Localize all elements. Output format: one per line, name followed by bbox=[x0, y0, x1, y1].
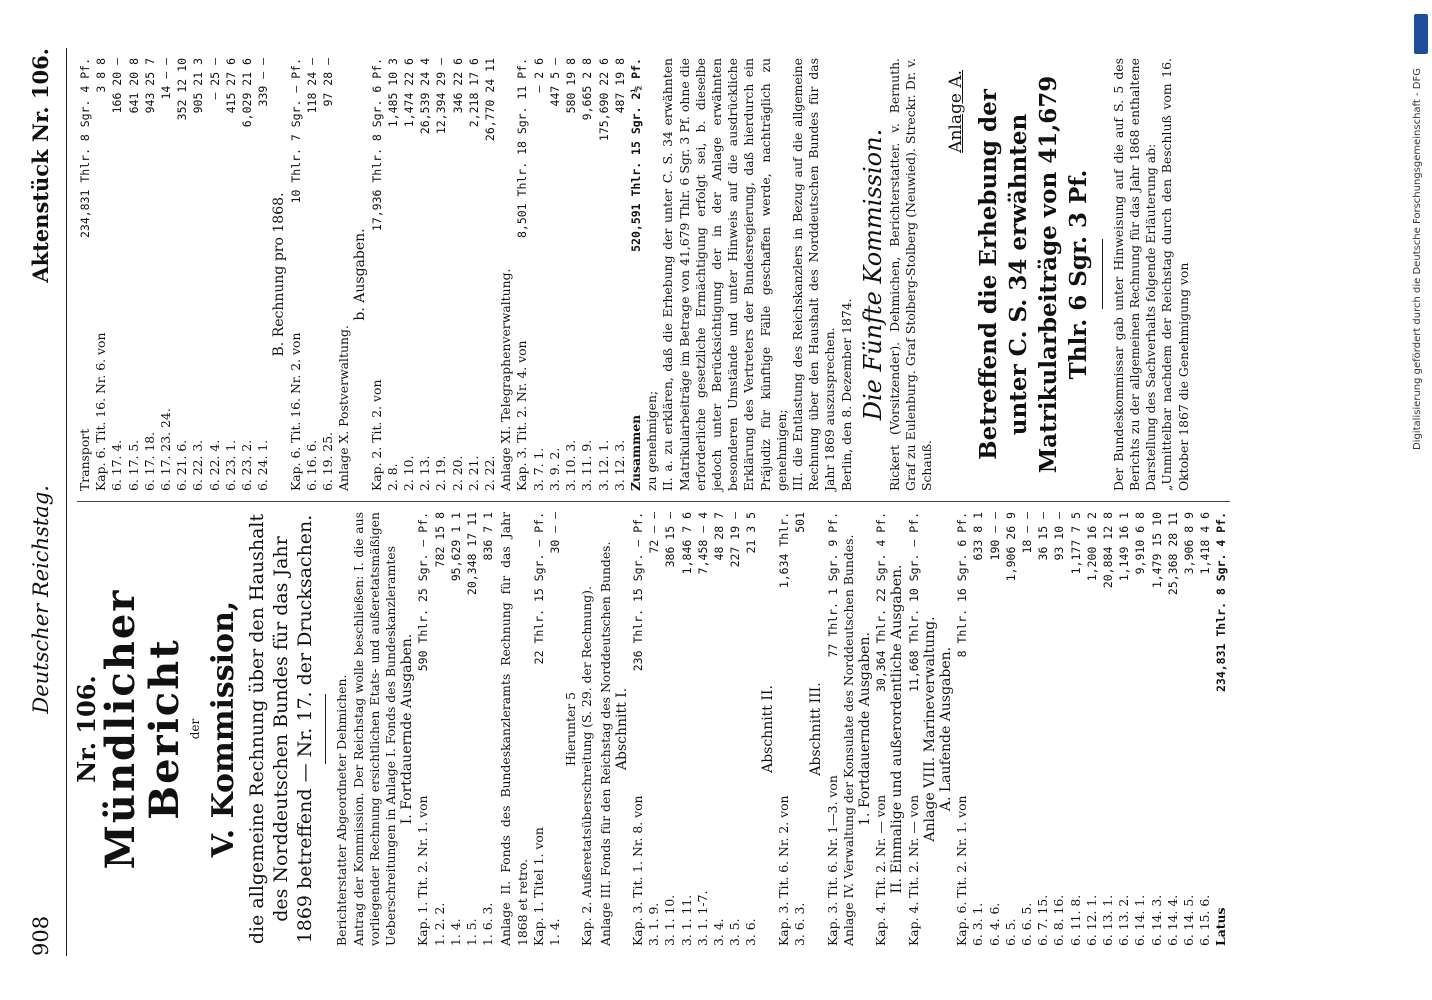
table-row bbox=[433, 58, 449, 491]
row-value: 415 27 6 bbox=[223, 58, 238, 114]
row-label: 6. 23. 1. bbox=[222, 439, 238, 491]
row-value: 633 8 1 bbox=[971, 512, 986, 561]
table-row bbox=[174, 58, 190, 491]
table-row bbox=[825, 512, 841, 946]
row-value: 352 12 10 bbox=[175, 58, 190, 121]
dfg-logo bbox=[1414, 14, 1428, 54]
latus-row bbox=[1213, 512, 1229, 946]
row-label: 6. 22. 4. bbox=[206, 439, 222, 491]
row-value: 190 — — bbox=[987, 512, 1002, 561]
row-label: Kap. 6. Tit. 16. Nr. 2. von bbox=[287, 332, 303, 491]
row-label: 1. 4. bbox=[447, 918, 463, 946]
table-row bbox=[320, 58, 336, 491]
row-label: Kap. 1. Tit. 2. Nr. 1. von bbox=[415, 795, 431, 946]
row-label: 1. 5. bbox=[464, 918, 480, 946]
table-row bbox=[579, 58, 595, 491]
row-value: 30 — — bbox=[548, 512, 563, 554]
table-row bbox=[1116, 512, 1132, 946]
table-row bbox=[906, 512, 922, 946]
row-label: 6. 11. 8. bbox=[1067, 894, 1083, 946]
row-label: Transport bbox=[77, 428, 92, 491]
row-label: 6. 15. 6. bbox=[1197, 894, 1213, 946]
table-block bbox=[415, 512, 496, 946]
row-label: 6. 14. 5. bbox=[1180, 894, 1196, 946]
row-value: — 25 — bbox=[207, 58, 222, 100]
table-row bbox=[970, 512, 986, 946]
row-value: 3 8 8 bbox=[94, 58, 109, 93]
row-label: 3. 12. 3. bbox=[611, 439, 627, 491]
row-label: Kap. 6. Tit. 2. Nr. 1. von bbox=[954, 795, 970, 946]
table-row bbox=[1003, 512, 1019, 946]
row-value: 782 15 8 bbox=[432, 512, 447, 568]
table-row bbox=[1019, 512, 1035, 946]
row-value: 18 — — bbox=[1019, 512, 1034, 554]
table-row bbox=[531, 58, 547, 491]
table-row bbox=[563, 58, 579, 491]
row-label: 6. 6. 5. bbox=[1018, 902, 1034, 946]
zusammen-row bbox=[628, 58, 644, 491]
row-label: Kap. 3. Tit. 1. Nr. 8. von bbox=[630, 795, 646, 946]
table-row bbox=[1165, 512, 1181, 946]
right-column bbox=[77, 48, 1230, 502]
row-value: 1,177 7 5 bbox=[1068, 512, 1083, 575]
row-label: Kap. 3. Tit. 2. Nr. 4. von bbox=[514, 340, 530, 491]
berichterstatter: Berichterstatter Abgeordneter Dehmichen. bbox=[334, 674, 350, 946]
zusammen-value: 520,591 Thlr. 15 Sgr. 2½ Pf. bbox=[628, 58, 643, 252]
anlage-heading: Anlage III. Fonds für den Reichstag des Norddeutschen Bundes. bbox=[597, 541, 613, 946]
row-label: 6. 4. 6. bbox=[986, 902, 1002, 946]
table-row bbox=[401, 58, 417, 491]
dfg-stamp-text: Digitalisierung gefördert durch die Deutsche Forschungsgemeinschaft - DFG bbox=[1412, 68, 1423, 451]
table-row bbox=[304, 58, 320, 491]
row-label: 6. 14. 4. bbox=[1164, 894, 1180, 946]
row-value: 175,690 22 6 bbox=[596, 58, 611, 142]
row-label: 6. 13. 2. bbox=[1116, 894, 1132, 946]
section-heading: B. Rechnung pro 1868. bbox=[271, 192, 288, 357]
latus-value: 234,831 Thlr. 8 Sgr. 4 Pf. bbox=[1214, 512, 1229, 693]
row-value: 93 10 — bbox=[1052, 512, 1067, 561]
row-value: 386 15 — bbox=[663, 512, 678, 568]
table-row bbox=[727, 512, 743, 946]
row-label: 3. 7. 1. bbox=[530, 447, 546, 491]
row-label: 6. 24. 1. bbox=[255, 439, 271, 491]
row-value: — 2 6 bbox=[531, 58, 546, 93]
left-column bbox=[72, 502, 1230, 956]
table-row bbox=[1051, 512, 1067, 946]
table-row bbox=[776, 512, 792, 946]
paragraph: III. die Entlastung des Reichskanzlers in Bezug auf die allgemeine Rechnung über den Haushalt des Norddeutschen Bundes für das Jahr 1869 auszusprechen. bbox=[789, 58, 838, 491]
section-heading: Abschnitt II. bbox=[759, 685, 776, 773]
row-label: 6. 17. 4. bbox=[109, 439, 125, 491]
row-value: 26,770 24 11 bbox=[483, 58, 498, 142]
document-label: Aktenstück Nr. 106. bbox=[28, 48, 53, 283]
table-row bbox=[77, 58, 93, 491]
row-label: 2. 21. bbox=[465, 455, 481, 491]
row-value: 339 — — bbox=[256, 58, 271, 107]
anlage-heading: Anlage VIII. Marineverwaltung. bbox=[921, 616, 938, 842]
table-row bbox=[482, 58, 498, 491]
commission-title: V. Kommission, bbox=[206, 600, 242, 858]
row-value: 836 7 1 bbox=[481, 512, 496, 561]
row-label: 1. 2. 2. bbox=[431, 902, 447, 946]
row-label: 6. 17. 5. bbox=[125, 439, 141, 491]
table-block bbox=[531, 512, 563, 946]
table-row bbox=[1035, 512, 1051, 946]
anlage-heading: Anlage X. Postverwaltung. bbox=[336, 325, 352, 491]
table-row bbox=[109, 58, 125, 491]
row-value: 118 24 — bbox=[304, 58, 319, 114]
paragraph: „Unmittelbar nachdem der Reichstag durch den Beschluß vom 16. Oktober 1867 die Genehmigung von bbox=[1159, 58, 1191, 491]
row-label: 6. 14. 3. bbox=[1148, 894, 1164, 946]
row-value: 943 25 7 bbox=[142, 58, 157, 114]
table-row bbox=[547, 512, 563, 946]
row-value: 9,910 6 8 bbox=[1133, 512, 1148, 575]
row-value: 1,479 15 10 bbox=[1149, 512, 1164, 589]
row-label: 3. 10. 3. bbox=[563, 439, 579, 491]
row-label: 2. 20. bbox=[449, 455, 465, 491]
row-label: Kap. 6. Tit. 16. Nr. 6. von bbox=[93, 332, 109, 491]
row-label: 6. 22. 3. bbox=[190, 439, 206, 491]
row-label: 3. 6. bbox=[743, 918, 759, 946]
section-heading: b. Ausgaben. bbox=[352, 228, 369, 321]
table-row bbox=[369, 58, 385, 491]
anlage-heading: Anlage II. Fonds des Bundeskanzleramts Rechnung für das Jahr 1868 et retro. bbox=[498, 512, 530, 946]
row-label: 6. 5. bbox=[1002, 918, 1018, 946]
row-label: 3. 1. 9. bbox=[646, 902, 662, 946]
table-row bbox=[630, 512, 646, 946]
row-label: Kap. 3. Tit. 6. Nr. 1—3. von bbox=[824, 775, 840, 946]
betreffend-title: Betreffend die Erhebung der unter C. S. 34 erwähnten Matrikularbeiträge von 41,679 Thlr. 6 Sgr. 3 Pf. bbox=[974, 75, 1092, 474]
row-value: 1,474 22 6 bbox=[402, 58, 417, 128]
table-row bbox=[954, 512, 970, 946]
paragraph: zu genehmigen; bbox=[644, 390, 660, 491]
page-number: 908 bbox=[29, 915, 53, 956]
table-block bbox=[776, 512, 808, 946]
row-label: 6. 23. 2. bbox=[239, 439, 255, 491]
table-block bbox=[288, 58, 337, 491]
table-row bbox=[1149, 512, 1165, 946]
table-row bbox=[480, 512, 496, 946]
row-label: 3. 12. 1. bbox=[595, 439, 611, 491]
running-header bbox=[28, 48, 67, 956]
row-label: 6. 7. 15. bbox=[1035, 894, 1051, 946]
row-value: 1,846 7 6 bbox=[679, 512, 694, 575]
latus-label: Latus bbox=[1213, 907, 1229, 946]
table-row bbox=[1197, 512, 1213, 946]
row-value: 72 — — bbox=[647, 512, 662, 554]
anlage-heading: Anlage XI. Telegraphenverwaltung. bbox=[498, 268, 514, 491]
note: Kap. 2. Außeretatsüberschreitung (S. 29. der Rechnung). bbox=[579, 586, 595, 946]
row-label: 2. 10. bbox=[401, 455, 417, 491]
row-label: 6. 12. 1. bbox=[1083, 894, 1099, 946]
row-value: 6,029 21 6 bbox=[240, 58, 255, 128]
row-label: 6. 17. 23. 24. bbox=[158, 408, 174, 491]
row-label: 3. 1. 10. bbox=[662, 894, 678, 946]
section-heading: 1. Fortdauernde Ausgaben. bbox=[856, 632, 873, 826]
row-value: 20,884 12 8 bbox=[1100, 512, 1115, 589]
table-row bbox=[466, 58, 482, 491]
row-label: 3. 4. bbox=[711, 918, 727, 946]
table-row bbox=[207, 58, 223, 491]
rotated-page bbox=[18, 22, 1408, 982]
dfg-stamp bbox=[1408, 8, 1430, 748]
row-label: 6. 21. 6. bbox=[174, 439, 190, 491]
row-label: 2. 19. bbox=[433, 455, 449, 491]
row-value: 2,218 17 6 bbox=[466, 58, 481, 128]
table-row bbox=[1100, 512, 1116, 946]
row-label: 6. 17. 18. bbox=[141, 431, 157, 491]
row-label: 6. 19. 25. bbox=[320, 431, 336, 491]
table-row bbox=[415, 512, 431, 946]
anlage-heading: Anlage IV. Verwaltung der Konsulate des Norddeutschen Bundes. bbox=[840, 534, 856, 946]
row-value: 1,149 16 1 bbox=[1117, 512, 1132, 582]
row-value: 36 15 — bbox=[1036, 512, 1051, 561]
table-row bbox=[223, 58, 239, 491]
row-value: 97 28 — bbox=[321, 58, 336, 107]
table-row bbox=[448, 512, 464, 946]
row-value: 236 Thlr. 15 Sgr. — Pf. bbox=[631, 512, 646, 672]
zusammen-label: Zusammen bbox=[627, 414, 643, 491]
table-block bbox=[873, 512, 889, 946]
table-row bbox=[417, 58, 433, 491]
table-row bbox=[547, 58, 563, 491]
table-row bbox=[450, 58, 466, 491]
table-row bbox=[514, 58, 530, 491]
table-row bbox=[679, 512, 695, 946]
row-value: 1,200 16 2 bbox=[1084, 512, 1099, 582]
table-block bbox=[77, 58, 271, 491]
row-value: 166 20 — bbox=[110, 58, 125, 114]
row-value: 3,906 8 9 bbox=[1181, 512, 1196, 575]
row-value: 26,539 24 4 bbox=[418, 58, 433, 135]
row-label: Kap. 4. Tit. 2. Nr. — von bbox=[905, 794, 921, 946]
section-heading: Abschnitt III. bbox=[808, 682, 825, 776]
row-value: 95,629 1 1 bbox=[448, 512, 463, 582]
table-row bbox=[255, 58, 271, 491]
row-label: 1. 4. bbox=[547, 918, 563, 946]
row-value: 22 Thlr. 15 Sgr. — Pf. bbox=[531, 512, 546, 665]
row-label: 6. 16. 6. bbox=[303, 439, 319, 491]
row-value: 8 Thlr. 16 Sgr. 6 Pf. bbox=[955, 512, 970, 658]
table-row bbox=[873, 512, 889, 946]
row-label: 1. 6. 3. bbox=[480, 902, 496, 946]
row-value: 590 Thlr. 25 Sgr. — Pf. bbox=[416, 512, 431, 672]
row-value: 447 5 — bbox=[547, 58, 562, 107]
row-value: 905 21 3 bbox=[191, 58, 206, 114]
note: Hierunter 5 bbox=[563, 691, 579, 767]
table-row bbox=[288, 58, 304, 491]
row-label: 3. 6. 3. bbox=[792, 902, 808, 946]
table-row bbox=[93, 58, 109, 491]
table-row bbox=[126, 58, 142, 491]
doc-number: Nr. 106. bbox=[72, 675, 101, 783]
date-line: Berlin, den 8. Dezember 1874. bbox=[838, 298, 854, 491]
table-row bbox=[711, 512, 727, 946]
row-label: Kap. 3. Tit. 6. Nr. 2. von bbox=[775, 795, 791, 946]
table-block bbox=[369, 58, 499, 491]
row-value: 9,665 2 8 bbox=[580, 58, 595, 121]
anlage-a-heading: Anlage A. bbox=[945, 70, 966, 153]
row-value: 10 Thlr. 7 Sgr. — Pf. bbox=[288, 58, 303, 204]
row-label: 6. 8. 16. bbox=[1051, 894, 1067, 946]
row-value: 77 Thlr. 1 Sgr. 9 Pf. bbox=[825, 512, 840, 658]
row-value: 580 19 8 bbox=[564, 58, 579, 114]
row-value: 17,936 Thlr. 8 Sgr. 6 Pf. bbox=[369, 58, 384, 232]
table-row bbox=[792, 512, 808, 946]
row-label: Kap. 2. Tit. 2. von bbox=[368, 379, 384, 491]
table-block bbox=[906, 512, 922, 946]
table-row bbox=[987, 512, 1003, 946]
table-row bbox=[142, 58, 158, 491]
row-label: 2. 13. bbox=[417, 455, 433, 491]
row-label: 3. 1. 1-7. bbox=[694, 890, 710, 946]
table-row bbox=[662, 512, 678, 946]
row-label: 2. 8. bbox=[384, 463, 400, 491]
divider bbox=[325, 694, 326, 764]
row-label: 3. 5. bbox=[727, 918, 743, 946]
row-value: 501 bbox=[793, 512, 808, 533]
row-value: 21 3 5 bbox=[744, 512, 759, 554]
row-value: 7,458 — 4 bbox=[695, 512, 710, 575]
row-value: 20,348 17 11 bbox=[465, 512, 480, 596]
table-row bbox=[1181, 512, 1197, 946]
row-value: 25,368 28 11 bbox=[1165, 512, 1180, 596]
row-value: 12,394 29 — bbox=[434, 58, 449, 135]
row-value: 487 19 8 bbox=[612, 58, 627, 114]
table-row bbox=[385, 58, 401, 491]
row-value: 346 22 6 bbox=[450, 58, 465, 114]
members-list: Rickert (Vorsitzender). Dehmichen, Berichterstatter. v. Bernuth. Graf zu Eulenburg. Graf Stolberg-Stolberg (Neuwied). Streckr. Dr. v. Schauß. bbox=[886, 58, 935, 491]
row-value: 234,831 Thlr. 8 Sgr. 4 Pf. bbox=[78, 58, 92, 239]
paragraph: Der Bundeskommissar gab unter Hinweisung auf die auf S. 5 des Berichts zu der allgemeinen Rechnung für das Jahr 1868 enthaltene Darstellung des Sachverhalts folgende Erläuterung ab: bbox=[1110, 58, 1159, 491]
row-label: 3. 9. 2. bbox=[546, 447, 562, 491]
table-row bbox=[1068, 512, 1084, 946]
table-block bbox=[514, 58, 627, 491]
table-row bbox=[646, 512, 662, 946]
row-label: Kap. 4. Tit. 2. Nr. — von bbox=[873, 794, 889, 946]
table-row bbox=[1132, 512, 1148, 946]
table-row bbox=[464, 512, 480, 946]
report-title: Mündlicher Bericht bbox=[97, 588, 189, 870]
section-heading: Abschnitt I. bbox=[613, 687, 630, 771]
table-row bbox=[596, 58, 612, 491]
row-label: 6. 14. 1. bbox=[1132, 894, 1148, 946]
running-title: Deutscher Reichstag. bbox=[29, 485, 53, 714]
table-row bbox=[612, 58, 628, 491]
row-value: 641 20 8 bbox=[126, 58, 141, 114]
row-label: 3. 1. 11. bbox=[678, 894, 694, 946]
table-row bbox=[239, 58, 255, 491]
table-row bbox=[432, 512, 448, 946]
row-value: 48 28 7 bbox=[712, 512, 727, 561]
report-subtitle: die allgemeine Rechnung über den Haushalt des Norddeutschen Bundes für das Jahr 1869 betreffend — Nr. 17. der Drucksachen. bbox=[246, 513, 317, 945]
antrag: Antrag der Kommission. Der Reichstag wolle beschließen: I. die aus vorliegender Rechnung ersichtlichen Etats- und außeretatsmäßigen Ueberschreitungen in Anlage I. Fonds des Bundeskanzleramtes bbox=[350, 512, 399, 946]
table-block bbox=[630, 512, 760, 946]
row-value: 30,364 Thlr. 22 Sgr. 4 Pf. bbox=[874, 512, 889, 693]
row-label: Kap. 1. Titel 1. von bbox=[530, 827, 546, 946]
paragraph: II. a. zu erklären, daß die Erhebung der unter C. S. 34 erwähnten Matrikularbeiträge im Betrage von 41,679 Thlr. 6 Sgr. 3 Pf. ohne die erforderliche gesetzliche Ermächtigung erfolgt sei, b. dieselbe jedoch unter Berücksichtigung der in der Anlage erwähnten besonderen Umstände und unter Hinweis auf die ausdrückliche Erklärung des Vertreters der Bundesregierung, daß hierdurch ein Präjudiz für künftige Fälle geschaffen werde, nachträglich zu genehmigen; bbox=[660, 58, 789, 491]
table-row bbox=[531, 512, 547, 946]
row-label: 6. 13. 1. bbox=[1099, 894, 1115, 946]
row-label: 2. 22. bbox=[482, 455, 498, 491]
row-value: 1,634 Thlr. bbox=[776, 512, 791, 589]
row-value: 1,485 10 3 bbox=[385, 58, 400, 128]
table-row bbox=[190, 58, 206, 491]
row-label: 3. 11. 9. bbox=[579, 439, 595, 491]
table-row bbox=[743, 512, 759, 946]
row-value: 1,418 4 6 bbox=[1198, 512, 1213, 575]
table-block bbox=[825, 512, 841, 946]
table-block bbox=[954, 512, 1213, 946]
divider bbox=[1102, 240, 1103, 310]
row-value: 14 — — bbox=[159, 58, 174, 100]
table-row bbox=[158, 58, 174, 491]
table-row bbox=[1084, 512, 1100, 946]
row-value: 1,906 26 9 bbox=[1003, 512, 1018, 582]
title-der: der bbox=[188, 718, 203, 740]
row-value: 11,668 Thlr. 10 Sgr. — Pf. bbox=[906, 512, 921, 693]
row-label: 6. 3. 1. bbox=[970, 902, 986, 946]
row-value: 8,501 Thlr. 18 Sgr. 11 Pf. bbox=[515, 58, 530, 239]
row-value: 227 19 — bbox=[728, 512, 743, 568]
section-heading: II. Einmalige und außerordentliche Ausgaben. bbox=[889, 564, 906, 894]
table-row bbox=[695, 512, 711, 946]
section-heading: I. Fortdauernde Ausgaben. bbox=[399, 633, 416, 825]
section-heading: A. Laufende Ausgaben. bbox=[937, 646, 954, 812]
commission-signature-heading: Die Fünfte Kommission. bbox=[858, 128, 887, 421]
